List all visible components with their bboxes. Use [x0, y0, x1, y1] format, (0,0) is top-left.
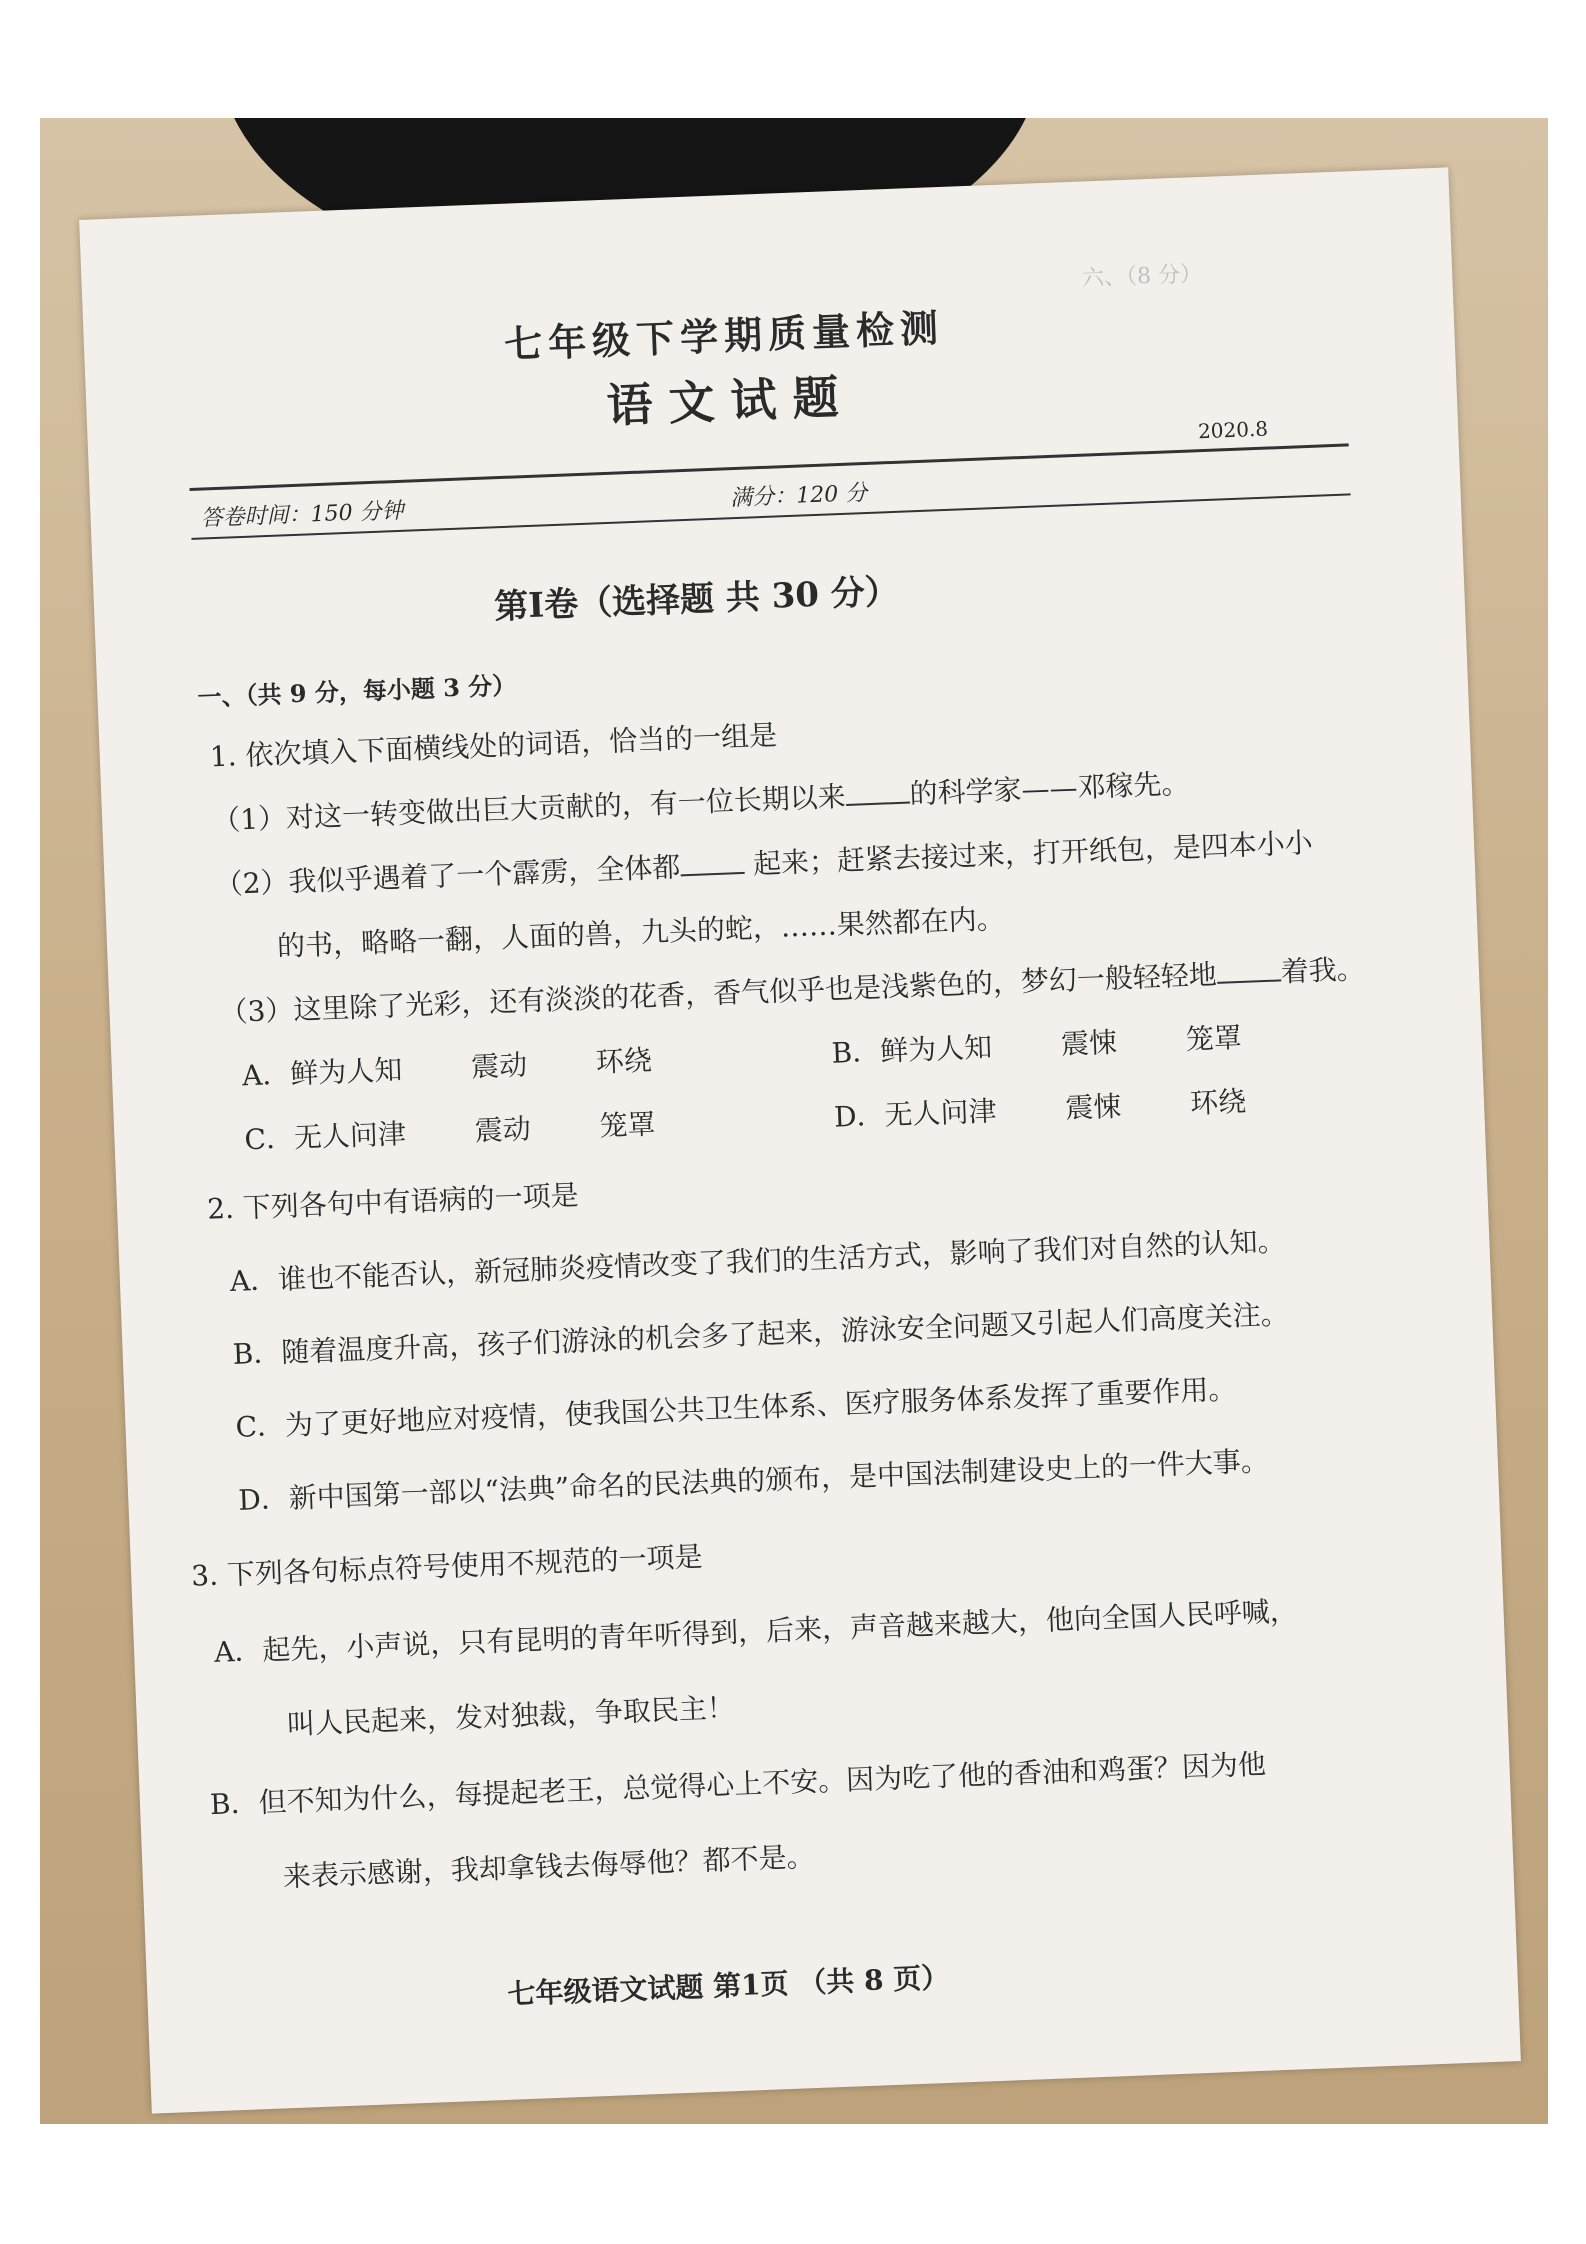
section-title: 第Ⅰ卷（选择题 共 30 分） — [493, 571, 900, 628]
q1-sentence-2-cont: 的书，略略一翻，人面的兽，九头的蛇，……果然都在内。 — [276, 901, 1006, 963]
q1-blank-3 — [1216, 957, 1281, 983]
time-label: 答卷时间：150 分钟 — [200, 498, 405, 532]
q1-sentence-2: （2）我似乎遇着了一个霹雳，全体都 起来；赶紧去接过来，打开纸包，是四本小小 — [214, 826, 1314, 902]
photo-background — [40, 118, 1548, 2124]
q2-option-b: B．随着温度升高，孩子们游泳的机会多了起来，游泳安全问题又引起人们高度关注。 — [232, 1297, 1290, 1371]
q1-sentence-1: （1）对这一转变做出巨大贡献的，有一位长期以来 的科学家——邓稼先。 — [211, 766, 1191, 838]
title-line1: 七年级下学期质量检测 — [503, 304, 945, 367]
q2-prompt: 2. 下列各句中有语病的一项是 — [206, 1178, 580, 1226]
q1-prompt: 1. 依次填入下面横线处的词语，恰当的一组是 — [209, 718, 778, 774]
q2-option-c: C．为了更好地应对疫情，使我国公共卫生体系、医疗服务体系发挥了重要作用。 — [234, 1372, 1237, 1444]
exam-sheet: 六、（8 分） 七年级下学期质量检测 语文试题 2020.8 答卷时间：150 分钟 满分：120 分 第Ⅰ卷（选择题 共 30 分） 一、（共 9 分，每小题 3 分） 1. 依次填入下面横线处的词语，恰当的一组是 （1）对这一转变做出巨大贡献的，有一位长期以来 的科学家——邓稼先。 （2）我似乎遇着了一个霹雳，全体都 起来；赶紧去接过来，打开纸包，是四本小小 的书，略略一翻，人面的兽，九头的蛇，……果然都在内。 （3）这里除了光彩，还有淡淡的花香，香气似乎也是浅紫色的，梦幻一般轻轻地 着我。 A．鲜为人知 震动 环绕 B．鲜为人知 震悚 笼罩 C．无人问津 震动 笼罩 D．无人问津 震悚 环绕 2. 下列各句中有语病的一项是 A．谁也不能否认，新冠肺炎疫情改变了我们的生活方式，影响了我们对自然的认知。 B．随着温度升高，孩子们游泳的机会多了起来，游泳安全问题又引起人们高度关注。 C．为了更好地应对疫情，使我国公共卫生体系、医疗服务体系发挥了重要作用。 D．新中国第一部以“法典”命名的民法典的颁布，是中国法制建设史上的一件大事。 3. 下列各句标点符号使用不规范的一项是 A．起先，小声说，只有昆明的青年听得到，后来，声音越来越大，他向全国人民呼喊， 叫人民起来，发对独裁，争取民主！ B．但不知为什么，每提起老王，总觉得心上不安。因为吃了他的香油和鸡蛋？因为他 来表示感谢，我却拿钱去侮辱他？都不是。 七年级语文试题 第1页 （共 8 页） — [79, 167, 1521, 2113]
q3-option-a-line2: 叫人民起来，发对独裁，争取民主！ — [286, 1690, 736, 1742]
q2-option-a: A．谁也不能否认，新冠肺炎疫情改变了我们的生活方式，影响了我们对自然的认知。 — [229, 1224, 1287, 1298]
page-footer: 七年级语文试题 第1页 （共 8 页） — [506, 1960, 950, 2011]
q1-option-a: A．鲜为人知 震动 环绕 — [241, 1043, 653, 1093]
exam-date: 2020.8 — [1197, 416, 1269, 444]
q1-sentence-3: （3）这里除了光彩，还有淡淡的花香，香气似乎也是浅紫色的，梦幻一般轻轻地 着我。 — [219, 952, 1366, 1030]
q2-option-d: D．新中国第一部以“法典”命名的民法典的颁布，是中国法制建设史上的一件大事。 — [237, 1444, 1270, 1517]
q3-prompt: 3. 下列各句标点符号使用不规范的一项是 — [190, 1540, 704, 1593]
q1-blank-1 — [845, 780, 910, 806]
q3-option-a-line1: A．起先，小声说，只有昆明的青年听得到，后来，声音越来越大，他向全国人民呼喊， — [213, 1594, 1299, 1669]
q3-option-b-line1: B．但不知为什么，每提起老王，总觉得心上不安。因为吃了他的香油和鸡蛋？因为他 — [209, 1747, 1267, 1822]
title-line2: 语文试题 — [605, 369, 856, 433]
q1-option-b: B．鲜为人知 震悚 笼罩 — [831, 1020, 1243, 1070]
part1-label: 一、（共 9 分，每小题 3 分） — [196, 670, 517, 712]
q3-option-b-line2: 来表示感谢，我却拿钱去侮辱他？都不是。 — [282, 1839, 816, 1894]
q1-blank-2 — [680, 850, 745, 876]
score-label: 满分：120 分 — [729, 480, 868, 512]
q1-option-d: D．无人问津 震悚 环绕 — [833, 1084, 1247, 1134]
q1-option-c: C．无人问津 震动 笼罩 — [243, 1107, 657, 1157]
